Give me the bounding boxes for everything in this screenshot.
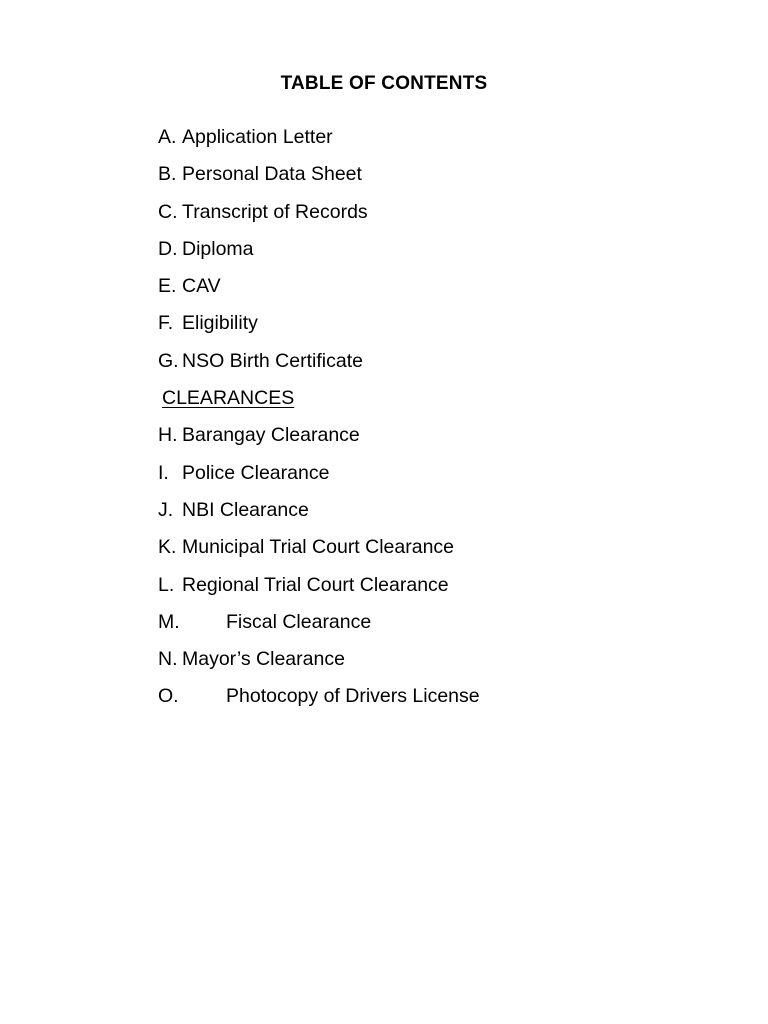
item-letter: G. — [158, 349, 179, 372]
toc-item-g — [158, 343, 718, 380]
toc-item-n — [158, 641, 718, 678]
toc-item-m — [158, 604, 718, 641]
item-letter: E. — [158, 275, 177, 298]
item-label: Municipal Trial Court Clearance — [182, 536, 455, 559]
item-label: Personal Data Sheet — [182, 163, 362, 186]
item-letter: O. — [158, 685, 179, 708]
toc-item-k — [158, 529, 718, 566]
toc-item-e — [158, 268, 718, 305]
item-label: Photocopy of Drivers License — [226, 685, 480, 708]
item-letter: J. — [158, 498, 174, 521]
item-label: Diploma — [182, 237, 254, 260]
item-letter: L. — [158, 573, 175, 596]
toc-item-d — [158, 231, 718, 268]
item-letter: F. — [158, 312, 174, 335]
toc-item-j — [158, 492, 718, 529]
section-heading-row — [158, 380, 718, 417]
toc-item-l — [158, 567, 718, 604]
toc-item-o — [158, 678, 718, 715]
section-heading-clearances: CLEARANCES — [162, 387, 295, 410]
item-letter: I. — [158, 461, 169, 484]
toc-item-c — [158, 194, 718, 231]
page-title: TABLE OF CONTENTS — [280, 73, 488, 94]
item-letter: M. — [158, 610, 180, 633]
item-label: Eligibility — [182, 312, 258, 335]
item-label: NBI Clearance — [182, 498, 309, 521]
item-letter: H. — [158, 424, 178, 447]
item-letter: C. — [158, 200, 178, 223]
item-letter: A. — [158, 126, 177, 148]
toc-item-h — [158, 417, 718, 454]
item-label: Mayor’s Clearance — [182, 648, 345, 671]
toc-item-i — [158, 455, 718, 492]
item-label: NSO Birth Certificate — [182, 349, 363, 372]
item-letter: D. — [158, 237, 178, 260]
item-label: Fiscal Clearance — [226, 610, 372, 633]
item-letter: K. — [158, 536, 177, 559]
toc-item-a — [158, 119, 718, 156]
item-label: Application Letter — [182, 126, 333, 148]
toc-item-f — [158, 305, 718, 342]
item-label: Transcript of Records — [182, 200, 368, 223]
item-label: Barangay Clearance — [182, 424, 360, 447]
item-letter: B. — [158, 163, 177, 186]
item-label: CAV — [182, 275, 221, 298]
item-letter: N. — [158, 648, 178, 671]
toc-item-b — [158, 156, 718, 193]
item-label: Regional Trial Court Clearance — [182, 573, 449, 596]
table-of-contents — [158, 119, 718, 716]
item-label: Police Clearance — [182, 461, 330, 484]
